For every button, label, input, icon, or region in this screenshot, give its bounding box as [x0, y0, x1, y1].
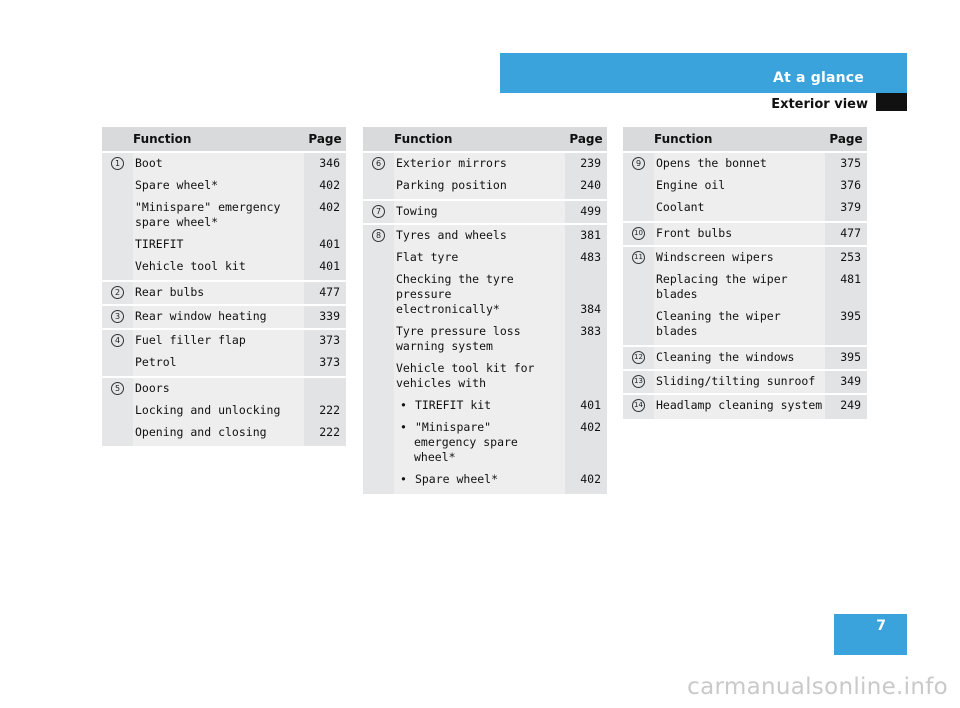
table-row [623, 175, 867, 197]
watermark-text: carmanualsonline.info [687, 674, 948, 700]
item-marker-icon: 14 [632, 399, 645, 412]
item-number-cell [102, 305, 133, 329]
table-row [623, 197, 867, 222]
page-cell: 483 [565, 247, 607, 269]
table-row [363, 417, 607, 469]
page-cell: 222 [304, 422, 346, 446]
function-cell: Engine oil [654, 175, 825, 197]
table-row [102, 377, 346, 400]
page-cell: 402 [565, 469, 607, 494]
item-number-cell [102, 329, 133, 377]
page-cell: 222 [304, 400, 346, 422]
bullet-item: • "Minispare" emergency spare wheel* [396, 420, 518, 464]
function-cell: Doors [133, 377, 304, 400]
item-marker-icon: 5 [111, 382, 124, 395]
function-cell: Replacing the wiper blades [654, 269, 825, 306]
table-row [102, 422, 346, 446]
table-row [363, 224, 607, 247]
function-cell [394, 395, 565, 417]
function-cell: Towing [394, 200, 565, 224]
item-marker-icon: 2 [111, 286, 124, 299]
function-table-2 [363, 127, 607, 494]
bullet-item: • Spare wheel* [396, 472, 498, 486]
page-cell: 402 [304, 175, 346, 197]
function-cell: Spare wheel* [133, 175, 304, 197]
page-cell [565, 358, 607, 395]
item-marker-icon: 8 [372, 229, 385, 242]
function-cell: Parking position [394, 175, 565, 200]
item-marker-icon: 10 [632, 227, 645, 240]
header-page: Page [825, 127, 867, 152]
page-cell: 249 [825, 394, 867, 419]
table-row [363, 152, 607, 175]
function-cell: Opening and closing [133, 422, 304, 446]
table-row [623, 370, 867, 394]
item-number-cell [102, 281, 133, 305]
function-cell: Locking and unlocking [133, 400, 304, 422]
table-row [363, 175, 607, 200]
function-cell: Exterior mirrors [394, 152, 565, 175]
table-row [363, 200, 607, 224]
page-cell: 401 [565, 395, 607, 417]
table-row [363, 247, 607, 269]
item-marker-icon: 9 [632, 157, 645, 170]
function-cell: Rear window heating [133, 305, 304, 329]
page-cell: 253 [825, 246, 867, 269]
table-row [623, 222, 867, 246]
function-cell: Front bulbs [654, 222, 825, 246]
page-cell [304, 377, 346, 400]
function-cell: Opens the bonnet [654, 152, 825, 175]
page-cell: 373 [304, 352, 346, 377]
function-cell: Fuel filler flap [133, 329, 304, 352]
page-cell: 477 [304, 281, 346, 305]
item-number-cell [623, 246, 654, 346]
page-cell: 376 [825, 175, 867, 197]
table-row [102, 400, 346, 422]
function-cell: Vehicle tool kit [133, 256, 304, 281]
table-row [102, 256, 346, 281]
function-cell: Tyres and wheels [394, 224, 565, 247]
header-function: Function [394, 127, 565, 152]
item-number-cell [363, 224, 394, 494]
function-cell: Vehicle tool kit for vehicles with [394, 358, 565, 395]
table-row [102, 197, 346, 234]
function-table-3 [623, 127, 867, 419]
item-marker-icon: 3 [111, 310, 124, 323]
item-marker-icon: 4 [111, 334, 124, 347]
table-row [102, 329, 346, 352]
item-number-cell [363, 200, 394, 224]
subsection-title: Exterior view [771, 97, 868, 112]
function-cell [394, 469, 565, 494]
function-cell: Checking the tyre pressure electronically* [394, 269, 565, 321]
item-number-cell [623, 370, 654, 394]
table-row [363, 469, 607, 494]
page-cell: 349 [825, 370, 867, 394]
function-cell: Flat tyre [394, 247, 565, 269]
item-marker-icon: 11 [632, 251, 645, 264]
header-tab-marker [876, 93, 907, 111]
page-cell: 402 [565, 417, 607, 469]
page-cell: 381 [565, 224, 607, 247]
table-row [102, 352, 346, 377]
header-page: Page [565, 127, 607, 152]
function-cell: Rear bulbs [133, 281, 304, 305]
section-title: At a glance [773, 70, 864, 86]
item-number-cell [623, 346, 654, 370]
item-number-cell [623, 394, 654, 419]
page-cell: 379 [825, 197, 867, 222]
function-cell: Tyre pressure loss warning system [394, 321, 565, 358]
page-cell: 346 [304, 152, 346, 175]
table-row [623, 306, 867, 346]
page-cell: 375 [825, 152, 867, 175]
page-cell: 395 [825, 306, 867, 346]
page-number: 7 [876, 618, 886, 634]
function-cell: Sliding/tilting sunroof [654, 370, 825, 394]
table-row [102, 152, 346, 175]
function-cell: "Minispare" emergency spare wheel* [133, 197, 304, 234]
page-cell: 395 [825, 346, 867, 370]
page-cell: 373 [304, 329, 346, 352]
header-num-cell [363, 127, 394, 152]
function-cell: TIREFIT [133, 234, 304, 256]
table-row [623, 394, 867, 419]
table-row [363, 395, 607, 417]
header-function: Function [654, 127, 825, 152]
page-cell: 240 [565, 175, 607, 200]
table-row [363, 358, 607, 395]
page-cell: 401 [304, 234, 346, 256]
function-cell: Coolant [654, 197, 825, 222]
page-cell: 384 [565, 269, 607, 321]
item-marker-icon: 13 [632, 375, 645, 388]
table-row [102, 305, 346, 329]
table-row [623, 246, 867, 269]
header-function: Function [133, 127, 304, 152]
function-cell: Boot [133, 152, 304, 175]
item-number-cell [623, 222, 654, 246]
function-cell: Headlamp cleaning system [654, 394, 825, 419]
table-row [363, 269, 607, 321]
table-row [623, 152, 867, 175]
function-cell: Cleaning the wiper blades [654, 306, 825, 346]
function-cell [394, 417, 565, 469]
item-number-cell [623, 152, 654, 222]
function-cell: Windscreen wipers [654, 246, 825, 269]
header-page: Page [304, 127, 346, 152]
item-marker-icon: 6 [372, 157, 385, 170]
page-cell: 239 [565, 152, 607, 175]
page-cell: 339 [304, 305, 346, 329]
table-row [363, 321, 607, 358]
page-cell: 477 [825, 222, 867, 246]
function-cell: Cleaning the windows [654, 346, 825, 370]
table-row [623, 269, 867, 306]
header-num-cell [623, 127, 654, 152]
item-marker-icon: 1 [111, 157, 124, 170]
item-marker-icon: 12 [632, 351, 645, 364]
item-number-cell [102, 377, 133, 446]
page-cell: 402 [304, 197, 346, 234]
item-number-cell [363, 152, 394, 200]
page-cell: 383 [565, 321, 607, 358]
header-num-cell [102, 127, 133, 152]
function-table-1 [102, 127, 346, 446]
page-cell: 499 [565, 200, 607, 224]
table-row [102, 234, 346, 256]
table-row [102, 281, 346, 305]
table-row [102, 175, 346, 197]
bullet-item: • TIREFIT kit [396, 398, 491, 412]
page-cell: 401 [304, 256, 346, 281]
page-cell: 481 [825, 269, 867, 306]
item-marker-icon: 7 [372, 205, 385, 218]
table-row [623, 346, 867, 370]
function-cell: Petrol [133, 352, 304, 377]
item-number-cell [102, 152, 133, 281]
